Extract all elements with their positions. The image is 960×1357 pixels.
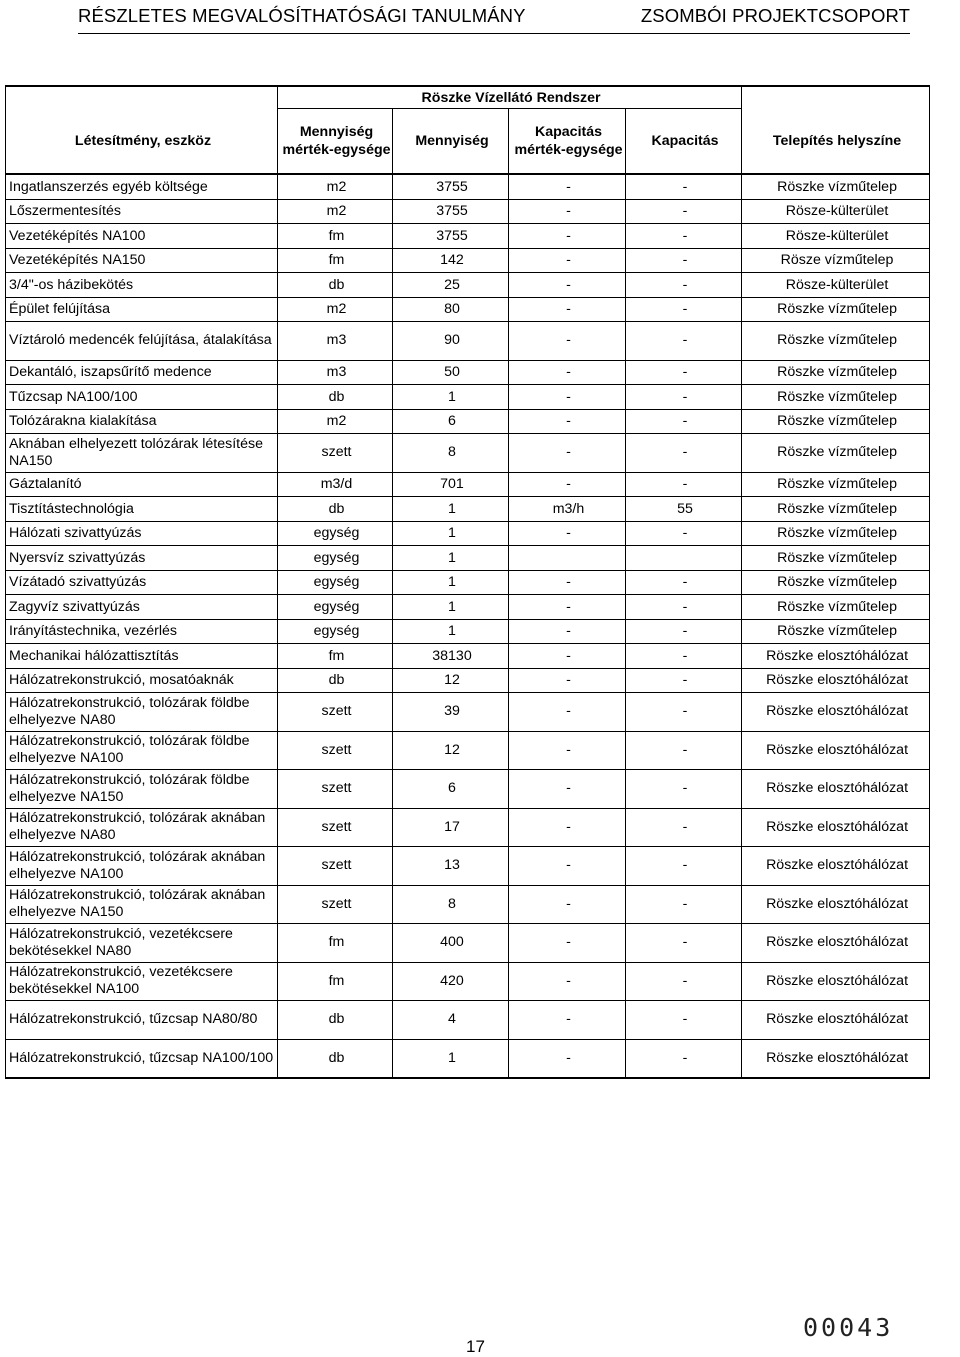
- row-qty-cell: 3755: [393, 224, 509, 249]
- row-name-cell: Lőszermentesítés: [6, 199, 278, 224]
- row-qty-unit-cell: egység: [278, 619, 393, 644]
- row-cap-unit-cell: -: [509, 1001, 626, 1040]
- row-qty-unit-cell: db: [278, 1001, 393, 1040]
- header-project-group: ZSOMBÓI PROJEKTCSOPORT: [640, 5, 910, 26]
- table-row: [6, 199, 930, 224]
- row-qty-cell: 80: [393, 297, 509, 322]
- row-cap-cell: -: [626, 570, 742, 595]
- row-cap-cell: -: [626, 693, 742, 732]
- row-site-cell: Röszke elosztóhálózat: [742, 693, 930, 732]
- row-cap-unit-cell: -: [509, 962, 626, 1001]
- row-name-cell: Vezetéképítés NA100: [6, 224, 278, 249]
- row-site-cell: Röszke vízműtelep: [742, 385, 930, 410]
- header-blank-right: [742, 86, 930, 109]
- row-qty-cell: 1: [393, 497, 509, 522]
- facility-table: [5, 85, 930, 1079]
- table-row: [6, 595, 930, 620]
- row-qty-unit-cell: fm: [278, 924, 393, 963]
- row-name-cell: Dekantáló, iszapsűrítő medence: [6, 360, 278, 385]
- row-qty-unit-cell: db: [278, 273, 393, 298]
- row-site-cell: Röszke vízműtelep: [742, 595, 930, 620]
- col-header-qty: Mennyiség: [393, 109, 509, 175]
- table-row: [6, 1001, 930, 1040]
- row-cap-unit-cell: -: [509, 521, 626, 546]
- row-cap-unit-cell: -: [509, 385, 626, 410]
- row-site-cell: Rösze-külterület: [742, 224, 930, 249]
- col-header-cap-unit: Kapacitás mérték-egysége: [509, 109, 626, 175]
- row-qty-unit-cell: egység: [278, 546, 393, 571]
- row-qty-cell: 3755: [393, 199, 509, 224]
- row-cap-cell: -: [626, 199, 742, 224]
- row-site-cell: Röszke vízműtelep: [742, 546, 930, 571]
- table-row: [6, 322, 930, 361]
- table-row: [6, 668, 930, 693]
- row-qty-unit-cell: db: [278, 668, 393, 693]
- row-site-cell: Röszke vízműtelep: [742, 174, 930, 199]
- row-qty-cell: 12: [393, 731, 509, 770]
- row-qty-unit-cell: szett: [278, 847, 393, 886]
- row-cap-unit-cell: -: [509, 322, 626, 361]
- row-cap-unit-cell: -: [509, 924, 626, 963]
- row-cap-cell: -: [626, 770, 742, 809]
- row-site-cell: Röszke elosztóhálózat: [742, 668, 930, 693]
- col-header-name: Létesítmény, eszköz: [6, 109, 278, 175]
- row-cap-unit-cell: -: [509, 595, 626, 620]
- row-qty-unit-cell: db: [278, 497, 393, 522]
- row-qty-unit-cell: egység: [278, 595, 393, 620]
- row-site-cell: Röszke elosztóhálózat: [742, 847, 930, 886]
- row-name-cell: Aknában elhelyezett tolózárak létesítése NA150: [6, 434, 278, 473]
- row-cap-cell: -: [626, 385, 742, 410]
- table-group-header-row: [6, 86, 930, 109]
- table-row: [6, 273, 930, 298]
- row-name-cell: Tolózárakna kialakítása: [6, 409, 278, 434]
- table-row: [6, 847, 930, 886]
- table-row: [6, 570, 930, 595]
- table-row: [6, 1039, 930, 1078]
- row-cap-unit-cell: -: [509, 409, 626, 434]
- row-name-cell: Gáztalanító: [6, 472, 278, 497]
- row-cap-cell: -: [626, 521, 742, 546]
- row-cap-cell: -: [626, 248, 742, 273]
- table-column-header-row: [6, 109, 930, 175]
- row-qty-cell: 6: [393, 409, 509, 434]
- row-site-cell: Röszke elosztóhálózat: [742, 731, 930, 770]
- row-qty-unit-cell: szett: [278, 770, 393, 809]
- row-name-cell: Hálózati szivattyúzás: [6, 521, 278, 546]
- table-row: [6, 885, 930, 924]
- row-cap-cell: -: [626, 885, 742, 924]
- row-qty-cell: 8: [393, 885, 509, 924]
- table-row: [6, 360, 930, 385]
- col-header-qty-unit: Mennyiség mérték-egysége: [278, 109, 393, 175]
- row-cap-cell: -: [626, 644, 742, 669]
- row-cap-cell: -: [626, 962, 742, 1001]
- row-cap-cell: -: [626, 808, 742, 847]
- row-cap-cell: -: [626, 472, 742, 497]
- table-row: [6, 644, 930, 669]
- row-cap-unit-cell: -: [509, 885, 626, 924]
- table-row: [6, 409, 930, 434]
- table-row: [6, 731, 930, 770]
- row-cap-unit-cell: -: [509, 847, 626, 886]
- row-qty-cell: 8: [393, 434, 509, 473]
- row-name-cell: Hálózatrekonstrukció, vezetékcsere bekötésekkel NA100: [6, 962, 278, 1001]
- row-qty-cell: 701: [393, 472, 509, 497]
- row-qty-unit-cell: m3: [278, 360, 393, 385]
- table-row: [6, 174, 930, 199]
- document-stamp: 00043: [803, 1313, 894, 1342]
- row-cap-unit-cell: -: [509, 472, 626, 497]
- row-qty-unit-cell: fm: [278, 224, 393, 249]
- row-qty-cell: 1: [393, 595, 509, 620]
- row-qty-unit-cell: m2: [278, 174, 393, 199]
- row-site-cell: Röszke vízműtelep: [742, 409, 930, 434]
- row-qty-unit-cell: egység: [278, 570, 393, 595]
- row-cap-unit-cell: -: [509, 273, 626, 298]
- row-site-cell: Röszke vízműtelep: [742, 360, 930, 385]
- header-document-title: RÉSZLETES MEGVALÓSÍTHATÓSÁGI TANULMÁNY: [78, 5, 526, 26]
- row-cap-unit-cell: -: [509, 297, 626, 322]
- row-cap-cell: [626, 546, 742, 571]
- row-qty-unit-cell: szett: [278, 808, 393, 847]
- row-qty-unit-cell: szett: [278, 731, 393, 770]
- row-name-cell: Irányítástechnika, vezérlés: [6, 619, 278, 644]
- row-cap-unit-cell: -: [509, 199, 626, 224]
- row-qty-cell: 38130: [393, 644, 509, 669]
- header-divider: [78, 33, 910, 34]
- row-qty-cell: 17: [393, 808, 509, 847]
- row-cap-cell: -: [626, 847, 742, 886]
- row-cap-cell: -: [626, 1039, 742, 1078]
- row-cap-unit-cell: -: [509, 693, 626, 732]
- row-cap-cell: -: [626, 297, 742, 322]
- table-row: [6, 924, 930, 963]
- row-qty-unit-cell: szett: [278, 434, 393, 473]
- row-qty-cell: 1: [393, 1039, 509, 1078]
- row-name-cell: Tisztítástechnológia: [6, 497, 278, 522]
- row-cap-unit-cell: -: [509, 434, 626, 473]
- row-qty-cell: 13: [393, 847, 509, 886]
- row-qty-unit-cell: db: [278, 1039, 393, 1078]
- row-site-cell: Rösze-külterület: [742, 199, 930, 224]
- row-cap-cell: -: [626, 409, 742, 434]
- row-qty-unit-cell: db: [278, 385, 393, 410]
- group-title: Röszke Vízellátó Rendszer: [278, 86, 742, 109]
- row-qty-cell: 1: [393, 619, 509, 644]
- row-name-cell: Hálózatrekonstrukció, tűzcsap NA80/80: [6, 1001, 278, 1040]
- row-qty-cell: 1: [393, 570, 509, 595]
- table-row: [6, 297, 930, 322]
- row-qty-cell: 400: [393, 924, 509, 963]
- row-name-cell: Víztároló medencék felújítása, átalakítása: [6, 322, 278, 361]
- row-site-cell: Röszke vízműtelep: [742, 619, 930, 644]
- table-row: [6, 962, 930, 1001]
- row-name-cell: Vezetéképítés NA150: [6, 248, 278, 273]
- row-qty-unit-cell: fm: [278, 644, 393, 669]
- page-number: 17: [466, 1337, 485, 1356]
- row-cap-unit-cell: -: [509, 224, 626, 249]
- row-name-cell: Hálózatrekonstrukció, tolózárak aknában elhelyezve NA150: [6, 885, 278, 924]
- row-cap-unit-cell: -: [509, 644, 626, 669]
- row-qty-cell: 142: [393, 248, 509, 273]
- row-name-cell: Hálózatrekonstrukció, tolózárak földbe elhelyezve NA100: [6, 731, 278, 770]
- table-row: [6, 472, 930, 497]
- row-cap-cell: -: [626, 322, 742, 361]
- page-header: [78, 0, 910, 32]
- table-row: [6, 546, 930, 571]
- row-qty-cell: 1: [393, 521, 509, 546]
- row-site-cell: Röszke elosztóhálózat: [742, 644, 930, 669]
- row-cap-cell: -: [626, 668, 742, 693]
- row-name-cell: Hálózatrekonstrukció, tolózárak földbe elhelyezve NA150: [6, 770, 278, 809]
- row-cap-unit-cell: -: [509, 1039, 626, 1078]
- row-qty-unit-cell: m2: [278, 297, 393, 322]
- row-name-cell: Mechanikai hálózattisztítás: [6, 644, 278, 669]
- table-row: [6, 619, 930, 644]
- row-name-cell: Zagyvíz szivattyúzás: [6, 595, 278, 620]
- row-qty-cell: 90: [393, 322, 509, 361]
- row-site-cell: Rösze-külterület: [742, 273, 930, 298]
- row-qty-cell: 1: [393, 546, 509, 571]
- table-row: [6, 248, 930, 273]
- row-site-cell: Röszke elosztóhálózat: [742, 1001, 930, 1040]
- row-cap-cell: -: [626, 224, 742, 249]
- col-header-site: Telepítés helyszíne: [742, 109, 930, 175]
- row-cap-unit-cell: -: [509, 619, 626, 644]
- row-qty-unit-cell: m2: [278, 199, 393, 224]
- row-cap-unit-cell: [509, 546, 626, 571]
- row-qty-unit-cell: fm: [278, 962, 393, 1001]
- row-qty-unit-cell: szett: [278, 693, 393, 732]
- table-row: [6, 770, 930, 809]
- row-cap-cell: -: [626, 273, 742, 298]
- row-site-cell: Röszke elosztóhálózat: [742, 808, 930, 847]
- row-name-cell: Hálózatrekonstrukció, mosatóaknák: [6, 668, 278, 693]
- row-name-cell: Épület felújítása: [6, 297, 278, 322]
- row-cap-cell: -: [626, 434, 742, 473]
- row-cap-unit-cell: m3/h: [509, 497, 626, 522]
- row-name-cell: Vízátadó szivattyúzás: [6, 570, 278, 595]
- row-site-cell: Röszke vízműtelep: [742, 570, 930, 595]
- table-row: [6, 693, 930, 732]
- row-qty-cell: 12: [393, 668, 509, 693]
- row-qty-cell: 25: [393, 273, 509, 298]
- row-cap-unit-cell: -: [509, 248, 626, 273]
- row-site-cell: Röszke elosztóhálózat: [742, 770, 930, 809]
- row-qty-unit-cell: m3/d: [278, 472, 393, 497]
- row-qty-unit-cell: szett: [278, 885, 393, 924]
- row-cap-unit-cell: -: [509, 770, 626, 809]
- row-qty-cell: 3755: [393, 174, 509, 199]
- row-site-cell: Röszke vízműtelep: [742, 472, 930, 497]
- row-qty-unit-cell: m3: [278, 322, 393, 361]
- row-site-cell: Röszke vízműtelep: [742, 297, 930, 322]
- row-qty-unit-cell: fm: [278, 248, 393, 273]
- row-name-cell: Ingatlanszerzés egyéb költsége: [6, 174, 278, 199]
- row-name-cell: Hálózatrekonstrukció, tolózárak aknában elhelyezve NA100: [6, 847, 278, 886]
- row-cap-cell: -: [626, 1001, 742, 1040]
- row-site-cell: Röszke elosztóhálózat: [742, 885, 930, 924]
- row-cap-unit-cell: -: [509, 808, 626, 847]
- row-qty-unit-cell: m2: [278, 409, 393, 434]
- row-name-cell: 3/4"-os házibekötés: [6, 273, 278, 298]
- row-cap-unit-cell: -: [509, 570, 626, 595]
- row-qty-cell: 50: [393, 360, 509, 385]
- col-header-cap: Kapacitás: [626, 109, 742, 175]
- row-cap-cell: -: [626, 360, 742, 385]
- row-site-cell: Röszke vízműtelep: [742, 434, 930, 473]
- row-cap-cell: -: [626, 595, 742, 620]
- table-row: [6, 808, 930, 847]
- row-site-cell: Röszke vízműtelep: [742, 497, 930, 522]
- table-row: [6, 434, 930, 473]
- row-site-cell: Röszke elosztóhálózat: [742, 962, 930, 1001]
- row-cap-unit-cell: -: [509, 731, 626, 770]
- row-cap-cell: 55: [626, 497, 742, 522]
- row-cap-cell: -: [626, 619, 742, 644]
- row-cap-unit-cell: -: [509, 668, 626, 693]
- row-qty-cell: 1: [393, 385, 509, 410]
- row-site-cell: Röszke vízműtelep: [742, 521, 930, 546]
- row-site-cell: Röszke elosztóhálózat: [742, 924, 930, 963]
- table-row: [6, 224, 930, 249]
- row-cap-cell: -: [626, 924, 742, 963]
- row-cap-unit-cell: -: [509, 360, 626, 385]
- row-name-cell: Nyersvíz szivattyúzás: [6, 546, 278, 571]
- table-body: [6, 174, 930, 1078]
- row-name-cell: Hálózatrekonstrukció, vezetékcsere bekötésekkel NA80: [6, 924, 278, 963]
- row-cap-cell: -: [626, 174, 742, 199]
- row-site-cell: Rösze vízműtelep: [742, 248, 930, 273]
- header-blank-left: [6, 86, 278, 109]
- row-qty-unit-cell: egység: [278, 521, 393, 546]
- row-name-cell: Hálózatrekonstrukció, tűzcsap NA100/100: [6, 1039, 278, 1078]
- row-site-cell: Röszke elosztóhálózat: [742, 1039, 930, 1078]
- row-qty-cell: 6: [393, 770, 509, 809]
- row-name-cell: Hálózatrekonstrukció, tolózárak aknában elhelyezve NA80: [6, 808, 278, 847]
- row-qty-cell: 39: [393, 693, 509, 732]
- row-qty-cell: 420: [393, 962, 509, 1001]
- row-cap-unit-cell: -: [509, 174, 626, 199]
- row-name-cell: Tűzcsap NA100/100: [6, 385, 278, 410]
- table-row: [6, 385, 930, 410]
- table-row: [6, 521, 930, 546]
- row-qty-cell: 4: [393, 1001, 509, 1040]
- row-site-cell: Röszke vízműtelep: [742, 322, 930, 361]
- row-name-cell: Hálózatrekonstrukció, tolózárak földbe elhelyezve NA80: [6, 693, 278, 732]
- row-cap-cell: -: [626, 731, 742, 770]
- table-row: [6, 497, 930, 522]
